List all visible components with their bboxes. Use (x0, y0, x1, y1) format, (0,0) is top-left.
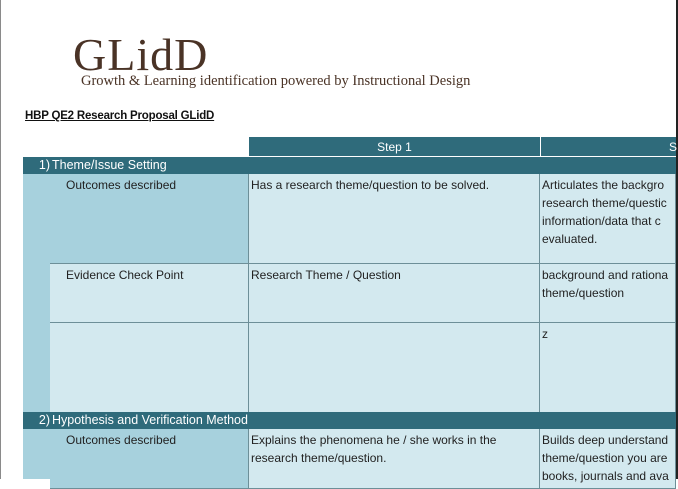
cell-line: books, journals and ava (542, 469, 669, 483)
row-label-outcomes[interactable]: Outcomes described (50, 174, 249, 264)
section-number: 2) (38, 413, 50, 427)
section-title: Hypothesis and Verification Method (52, 413, 248, 427)
cell-line: evaluated. (542, 232, 598, 246)
cell-step2-evidence-input[interactable] (540, 323, 676, 413)
cell-line: information/data that c (542, 214, 661, 228)
glidd-logo: GLidD (73, 29, 209, 80)
cell-line: z (542, 327, 548, 341)
logo-tagline: Growth & Learning identification powered by Instructional Design (81, 73, 471, 89)
page-left-border (0, 0, 1, 479)
cell-line: research theme/questic (542, 196, 667, 210)
cell-line: background and rationa (542, 268, 669, 282)
row-label-evidence-check-point[interactable]: Evidence Check Point (50, 264, 249, 323)
cell-step1-evidence[interactable]: Research Theme / Question (249, 264, 540, 323)
section-indent (23, 174, 50, 413)
cell-step1-outcomes[interactable]: Explains the phenomena he / she works in the research theme/question. (249, 429, 540, 489)
section-header-theme-issue-setting[interactable] (23, 157, 676, 174)
document-title: HBP QE2 Research Proposal GLidD (25, 110, 215, 122)
cell-step1-outcomes[interactable]: Has a research theme/question to be solved. (249, 174, 540, 264)
header-step-2[interactable]: S (541, 137, 676, 157)
cell-line: theme/question you are (542, 451, 668, 465)
row-label-outcomes[interactable]: Outcomes described (50, 429, 249, 489)
cell-line: Articulates the backgro (542, 178, 665, 192)
section-number: 1) (38, 158, 50, 172)
section-indent (23, 429, 50, 479)
cell-step2-outcomes[interactable] (540, 174, 676, 264)
section-title: Theme/Issue Setting (52, 158, 167, 172)
cell-line: theme/question (542, 286, 625, 300)
cell-step1-empty[interactable] (249, 323, 540, 413)
cell-line: Builds deep understand (542, 433, 669, 447)
row-label-empty[interactable] (50, 323, 249, 413)
cell-step2-evidence[interactable] (540, 264, 676, 323)
cell-step2-outcomes[interactable] (540, 429, 676, 489)
section-header-hypothesis-verification[interactable] (23, 412, 676, 429)
header-step-1[interactable]: Step 1 (249, 137, 540, 157)
